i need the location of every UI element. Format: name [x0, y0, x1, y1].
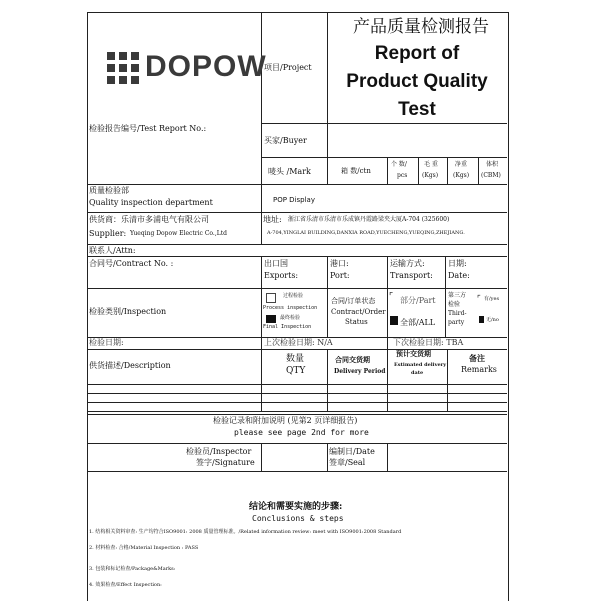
records-line1: 检验记录和附加说明 (见第2 页详细报告): [213, 416, 358, 425]
process-cn: 过程检验: [283, 293, 304, 299]
no-label: 无/no: [486, 317, 499, 323]
final-cn: 最终检验: [280, 315, 301, 321]
gross-label-cn: 毛 重: [424, 161, 438, 168]
dept-label-en: Quality inspection department: [89, 198, 213, 207]
last-date-label: 上次检验日期: N/A: [264, 338, 333, 347]
delivery-en: Delivery Period: [334, 368, 386, 375]
buyer-label: 买家/Buyer: [264, 136, 307, 145]
final-en: Final Inspection: [263, 324, 312, 330]
logo-mark-icon: [105, 50, 141, 86]
contract-status-en: Contract/Order: [331, 308, 386, 316]
remarks-cn: 备注: [469, 353, 485, 363]
logo-wordmark: DOPOW: [145, 50, 267, 83]
vol-label-cn: 体积: [486, 161, 499, 168]
contract-label: 合同号/Contract No. :: [89, 259, 174, 268]
date-cn: 日期:: [448, 259, 467, 268]
description-label: 供货描述/Description: [89, 361, 171, 370]
sign-date-label: 编制日/Date: [329, 447, 375, 456]
signature-label: 签字/Signature: [196, 458, 255, 467]
pcs-label-cn: 个 数/: [391, 161, 407, 168]
process-en: Process inspection: [263, 305, 318, 311]
mark-value: POP Display: [273, 196, 315, 204]
port-en: Port:: [330, 271, 350, 280]
dopow-logo: [103, 48, 267, 88]
supplier-label-cn: 供货商：乐清市多浦电气有限公司: [89, 215, 209, 224]
address-cn: 浙江省乐清市乐清市乐成镇丹霞路梁夹大厦A-704 (325600): [288, 216, 450, 223]
gross-label-en: (Kgs): [422, 172, 439, 179]
inspection-label: 检验类别/Inspection: [89, 307, 167, 316]
title-cn: 产品质量检测报告: [353, 17, 489, 37]
records-line2: please see page 2nd for more: [234, 428, 369, 437]
conclusion-item-4: 4. 效果检查/Effect Inspection:: [89, 582, 162, 588]
part-checkbox[interactable]: ⌜: [389, 292, 394, 302]
exports-cn: 出口国: [264, 259, 288, 268]
delivery-cn: 合同交货期: [335, 355, 370, 364]
supplier-name-en: Yueqing Dopow Electric Co.,Ltd: [130, 230, 227, 237]
address-en: A-704,YINGLAI BUILDING,DANXIA ROAD,YUECHENG,YUEQING,ZHEJIANG.: [267, 230, 465, 236]
transport-en: Transport:: [390, 271, 433, 280]
third-party-cn1: 第三方: [448, 292, 467, 299]
conclusion-title-cn: 结论和需要实施的步骤:: [249, 502, 343, 512]
title-en-line2: Product Quality: [346, 71, 488, 92]
yes-checkbox[interactable]: ⌜: [477, 294, 481, 303]
title-en: [328, 40, 506, 124]
net-label-cn: 净重: [455, 161, 468, 168]
inspection-date-label: 检验日期:: [89, 338, 124, 347]
all-checkbox[interactable]: [390, 316, 398, 325]
all-label: 全部/ALL: [400, 318, 436, 327]
transport-cn: 运输方式:: [390, 259, 425, 268]
third-party-en2: party: [448, 319, 465, 326]
inspector-label: 检验员/Inspector: [186, 447, 252, 456]
qty-cn: 数量: [286, 354, 305, 364]
title-en-line1: Report of: [374, 43, 460, 64]
process-checkbox[interactable]: [266, 293, 276, 303]
conclusion-item-2: 2. 材料检查: 合格/Material Inspection : PASS: [89, 545, 199, 551]
qty-en: QTY: [286, 366, 306, 376]
title-en-line3: Test: [398, 99, 436, 120]
conclusion-item-3: 3. 包装和标记检查/Package&Marks:: [89, 566, 176, 572]
remarks-en: Remarks: [461, 365, 497, 374]
ctn-label: 箱 数/ctn: [341, 167, 371, 175]
net-label-en: (Kgs): [453, 172, 470, 179]
third-party-cn2: 检验: [448, 301, 461, 308]
conclusion-item-1: 1. 结构相关资料审查: 生产均符合ISO9001: 2008 质量管理标准。/Related information review: meet with ISO9001:2008 Standard: [89, 529, 402, 535]
attn-label: 联系人/Attn:: [89, 246, 136, 255]
pcs-label-en: pcs: [397, 172, 408, 179]
est-cn: 预计交货期: [396, 349, 431, 358]
exports-en: Exports:: [264, 271, 299, 280]
est-en-1: Estimated delivery: [394, 362, 447, 368]
supplier-label-en: Supplier:: [89, 229, 127, 238]
final-checkbox[interactable]: [266, 315, 276, 323]
dept-label-cn: 质量检验部: [89, 186, 129, 195]
part-label: 部分/Part: [400, 296, 436, 305]
mark-label: 唛头 /Mark: [268, 167, 311, 176]
address-label: 地址:: [263, 215, 282, 224]
project-label: 项目/Project: [264, 63, 312, 72]
third-party-en1: Third-: [448, 310, 467, 317]
est-en-2: date: [411, 370, 424, 376]
seal-label: 签章/Seal: [329, 458, 366, 467]
date-en: Date:: [448, 271, 470, 280]
vol-label-en: (CBM): [481, 172, 501, 179]
no-checkbox[interactable]: [479, 316, 484, 323]
contract-status-cn: 合同/订单状态: [331, 297, 376, 305]
port-cn: 港口:: [330, 259, 349, 268]
yes-label: 有/yes: [484, 296, 500, 302]
report-no-label: 检验报告编号/Test Report No.:: [89, 124, 207, 133]
contract-status-en2: Status: [345, 318, 368, 326]
conclusion-title-en: Conclusions & steps: [252, 514, 344, 523]
next-date-label: 下次检验日期: TBA: [393, 338, 464, 347]
